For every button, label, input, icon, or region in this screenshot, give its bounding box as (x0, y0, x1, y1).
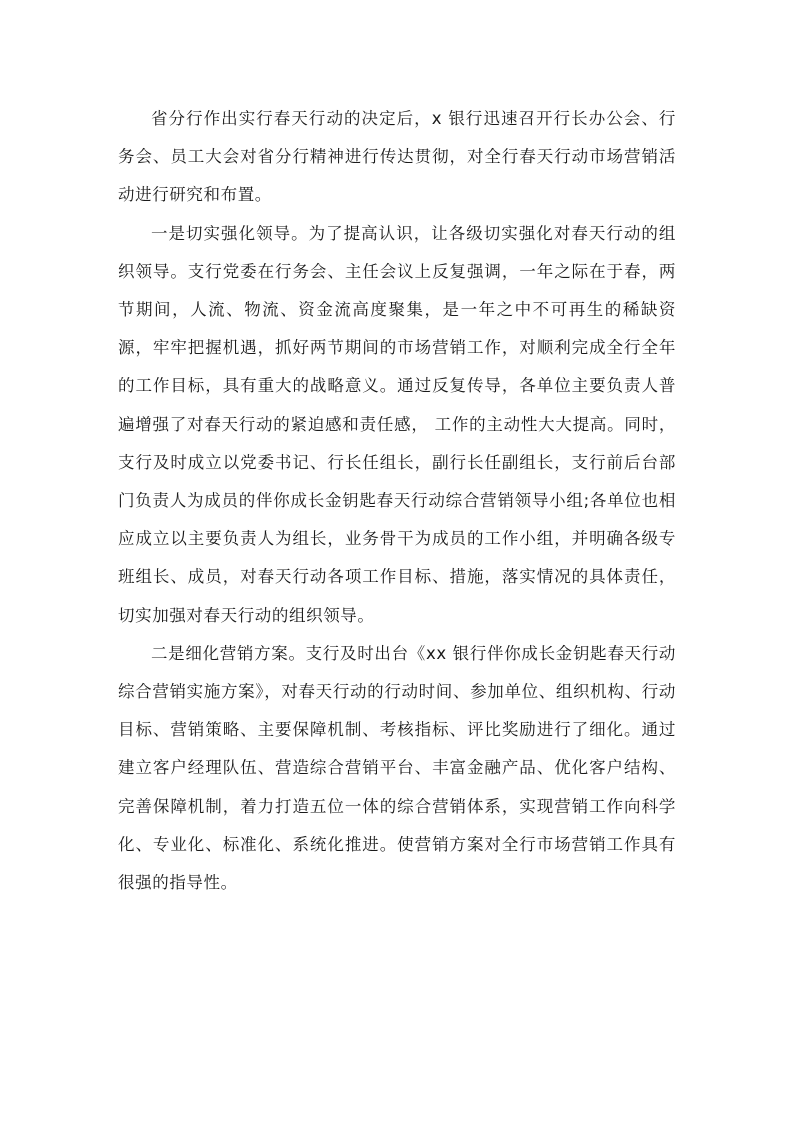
paragraph-intro: 省分行作出实行春天行动的决定后，x 银行迅速召开行长办公会、行务会、员工大会对省分行精神进行传达贯彻，对全行春天行动市场营销活动进行研究和布置。 (118, 109, 676, 205)
paragraph-leadership: 一是切实强化领导。为了提高认识，让各级切实强化对春天行动的组织领导。支行党委在行务会、主任会议上反复强调，一年之际在于春，两节期间，人流、物流、资金流高度聚集，是一年之中不可再生的稀缺资源，牢牢把握机遇，抓好两节期间的市场营销工作，对顺利完成全行全年的工作目标，具有重大的战略意义。通过反复传导，各单位主要负责人普遍增强了对春天行动的紧迫感和责任感， 工作的主动性大大提高。同时，支行及时成立以党委书记、行长任组长，副行长任副组长，支行前后台部门负责人为成员的伴你成长金钥匙春天行动综合营销领导小组;各单位也相应成立以主要负责人为组长，业务骨干为成员的工作小组，并明确各级专班组长、成员，对春天行动各项工作目标、措施，落实情况的具体责任，切实加强对春天行动的组织领导。 (118, 223, 676, 625)
paragraph-marketing-plan: 二是细化营销方案。支行及时出台《xx 银行伴你成长金钥匙春天行动综合营销实施方案》，对春天行动的行动时间、参加单位、组织机构、行动目标、营销策略、主要保障机制、考核指标、评比奖励进行了细化。通过建立客户经理队伍、营造综合营销平台、丰富金融产品、优化客户结构、完善保障机制，着力打造五位一体的综合营销体系，实现营销工作向科学化、专业化、标准化、系统化推进。使营销方案对全行市场营销工作具有很强的指导性。 (118, 643, 676, 893)
document-body (118, 100, 676, 902)
